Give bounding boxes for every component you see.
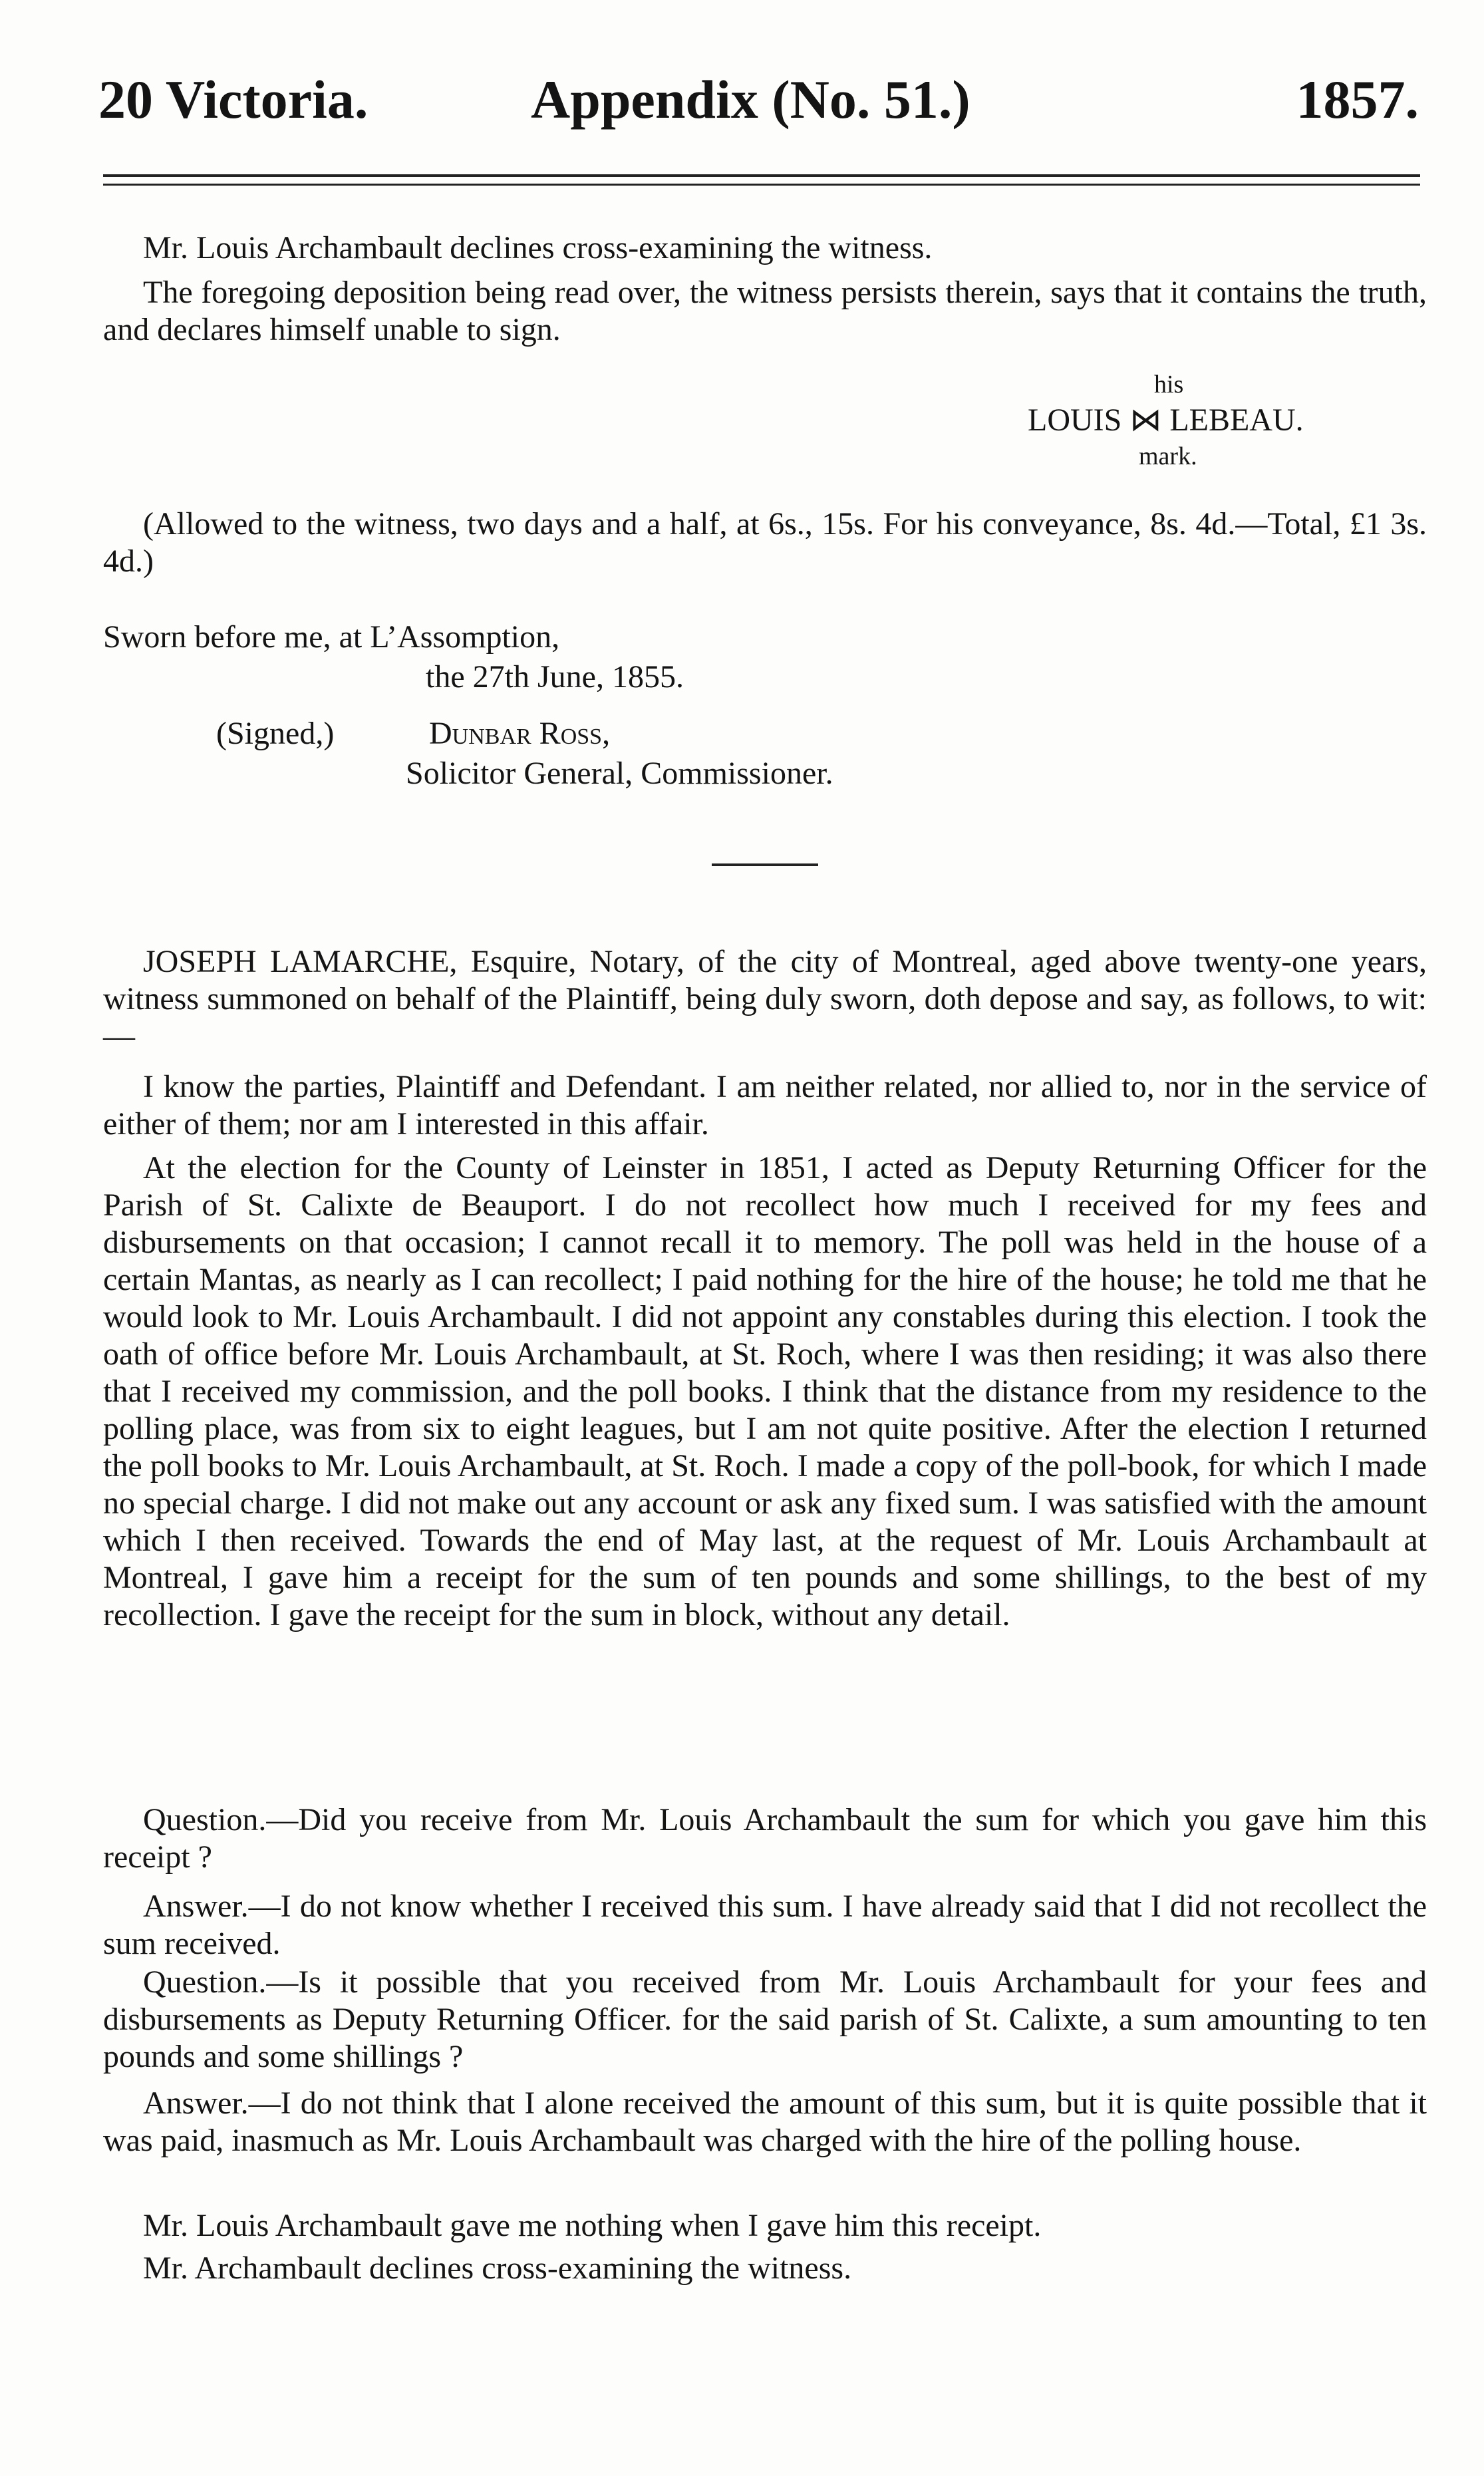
page-header xyxy=(98,67,1419,133)
deposition-no-payment: Mr. Louis Archambault gave me nothing when I gave him this receipt. xyxy=(143,2208,1042,2243)
header-rule-bottom xyxy=(103,184,1420,186)
answer-1: Answer.—I do not know whether I received this sum. I have already said that I did not recollect the sum received. xyxy=(103,1889,1427,1961)
header-appendix: Appendix (No. 51.) xyxy=(531,69,970,130)
question-2: Question.—Is it possible that you received from Mr. Louis Archambault for your fees and disbursements as Deputy Returning Officer. for the said parish of St. Calixte, a sum amounting to ten pounds and some shillings ? xyxy=(103,1964,1427,2074)
signature-name: LOUIS ⋈ LEBEAU. xyxy=(1028,402,1304,438)
section-divider xyxy=(712,863,818,866)
commissioner-title: Solicitor General, Commissioner. xyxy=(406,756,833,791)
deposition-parties: I know the parties, Plaintiff and Defendant. I am neither related, nor allied to, nor in the service of either of them; nor am I interested in this affair. xyxy=(103,1069,1427,1142)
header-rule-top xyxy=(103,174,1420,177)
sworn-line-2: the 27th June, 1855. xyxy=(426,659,684,695)
paragraph-foregoing: The foregoing deposition being read over, the witness persists therein, says that it contains the truth, and declares himself unable to sign. xyxy=(103,275,1427,347)
signed-label: (Signed,) xyxy=(216,716,335,751)
commissioner-name: Dunbar Ross, xyxy=(429,716,611,751)
deposition-intro: JOSEPH LAMARCHE, Esquire, Notary, of the city of Montreal, aged above twenty-one years, witness summoned on behalf of the Plaintiff, being duly sworn, doth depose and say, as follows, to wit:— xyxy=(103,944,1427,1054)
allowance-note: (Allowed to the witness, two days and a half, at 6s., 15s. For his conveyance, 8s. 4d.—Total, £1 3s. 4d.) xyxy=(103,506,1427,579)
question-1: Question.—Did you receive from Mr. Louis Archambault the sum for which you gave him this receipt ? xyxy=(103,1802,1427,1875)
sworn-line-1: Sworn before me, at L’Assomption, xyxy=(103,619,560,655)
header-year: 1857. xyxy=(1296,69,1419,130)
signature-mark: mark. xyxy=(1139,442,1197,470)
answer-2: Answer.—I do not think that I alone received the amount of this sum, but it is quite possible that it was paid, inasmuch as Mr. Louis Archambault was charged with the hire of the polling house. xyxy=(103,2086,1427,2158)
paragraph-declines-2: Mr. Archambault declines cross-examining the witness. xyxy=(143,2250,852,2286)
paragraph-declines-1: Mr. Louis Archambault declines cross-examining the witness. xyxy=(143,230,933,265)
deposition-election: At the election for the County of Leinster in 1851, I acted as Deputy Returning Officer for the Parish of St. Calixte de Beauport. I do not recollect how much I received for my fees and disbursements on that occasion; I cannot recall it to memory. The poll was held in the house of a certain Mantas, as nearly as I can recollect; I paid nothing for the hire of the house; he told me that he would look to Mr. Louis Archambault. I did not appoint any constables during this election. I took the oath of office before Mr. Louis Archambault, at St. Roch, where I was then residing; it was also there that I received my commission, and the poll books. I think that the distance from my residence to the polling place, was from six to eight leagues, but I am not quite positive. After the election I returned the poll books to Mr. Louis Archambault, at St. Roch. I made a copy of the poll-book, for which I made no special charge. I did not make out any account or ask any fixed sum. I was satisfied with the amount which I then received. Towards the end of May last, at the request of Mr. Louis Archambault at Montreal, I gave him a receipt for the sum of ten pounds and some shillings, to the best of my recollection. I gave the receipt for the sum in block, without any detail. xyxy=(103,1150,1427,1632)
signature-his: his xyxy=(1154,371,1184,398)
header-session: 20 Victoria. xyxy=(98,69,369,130)
